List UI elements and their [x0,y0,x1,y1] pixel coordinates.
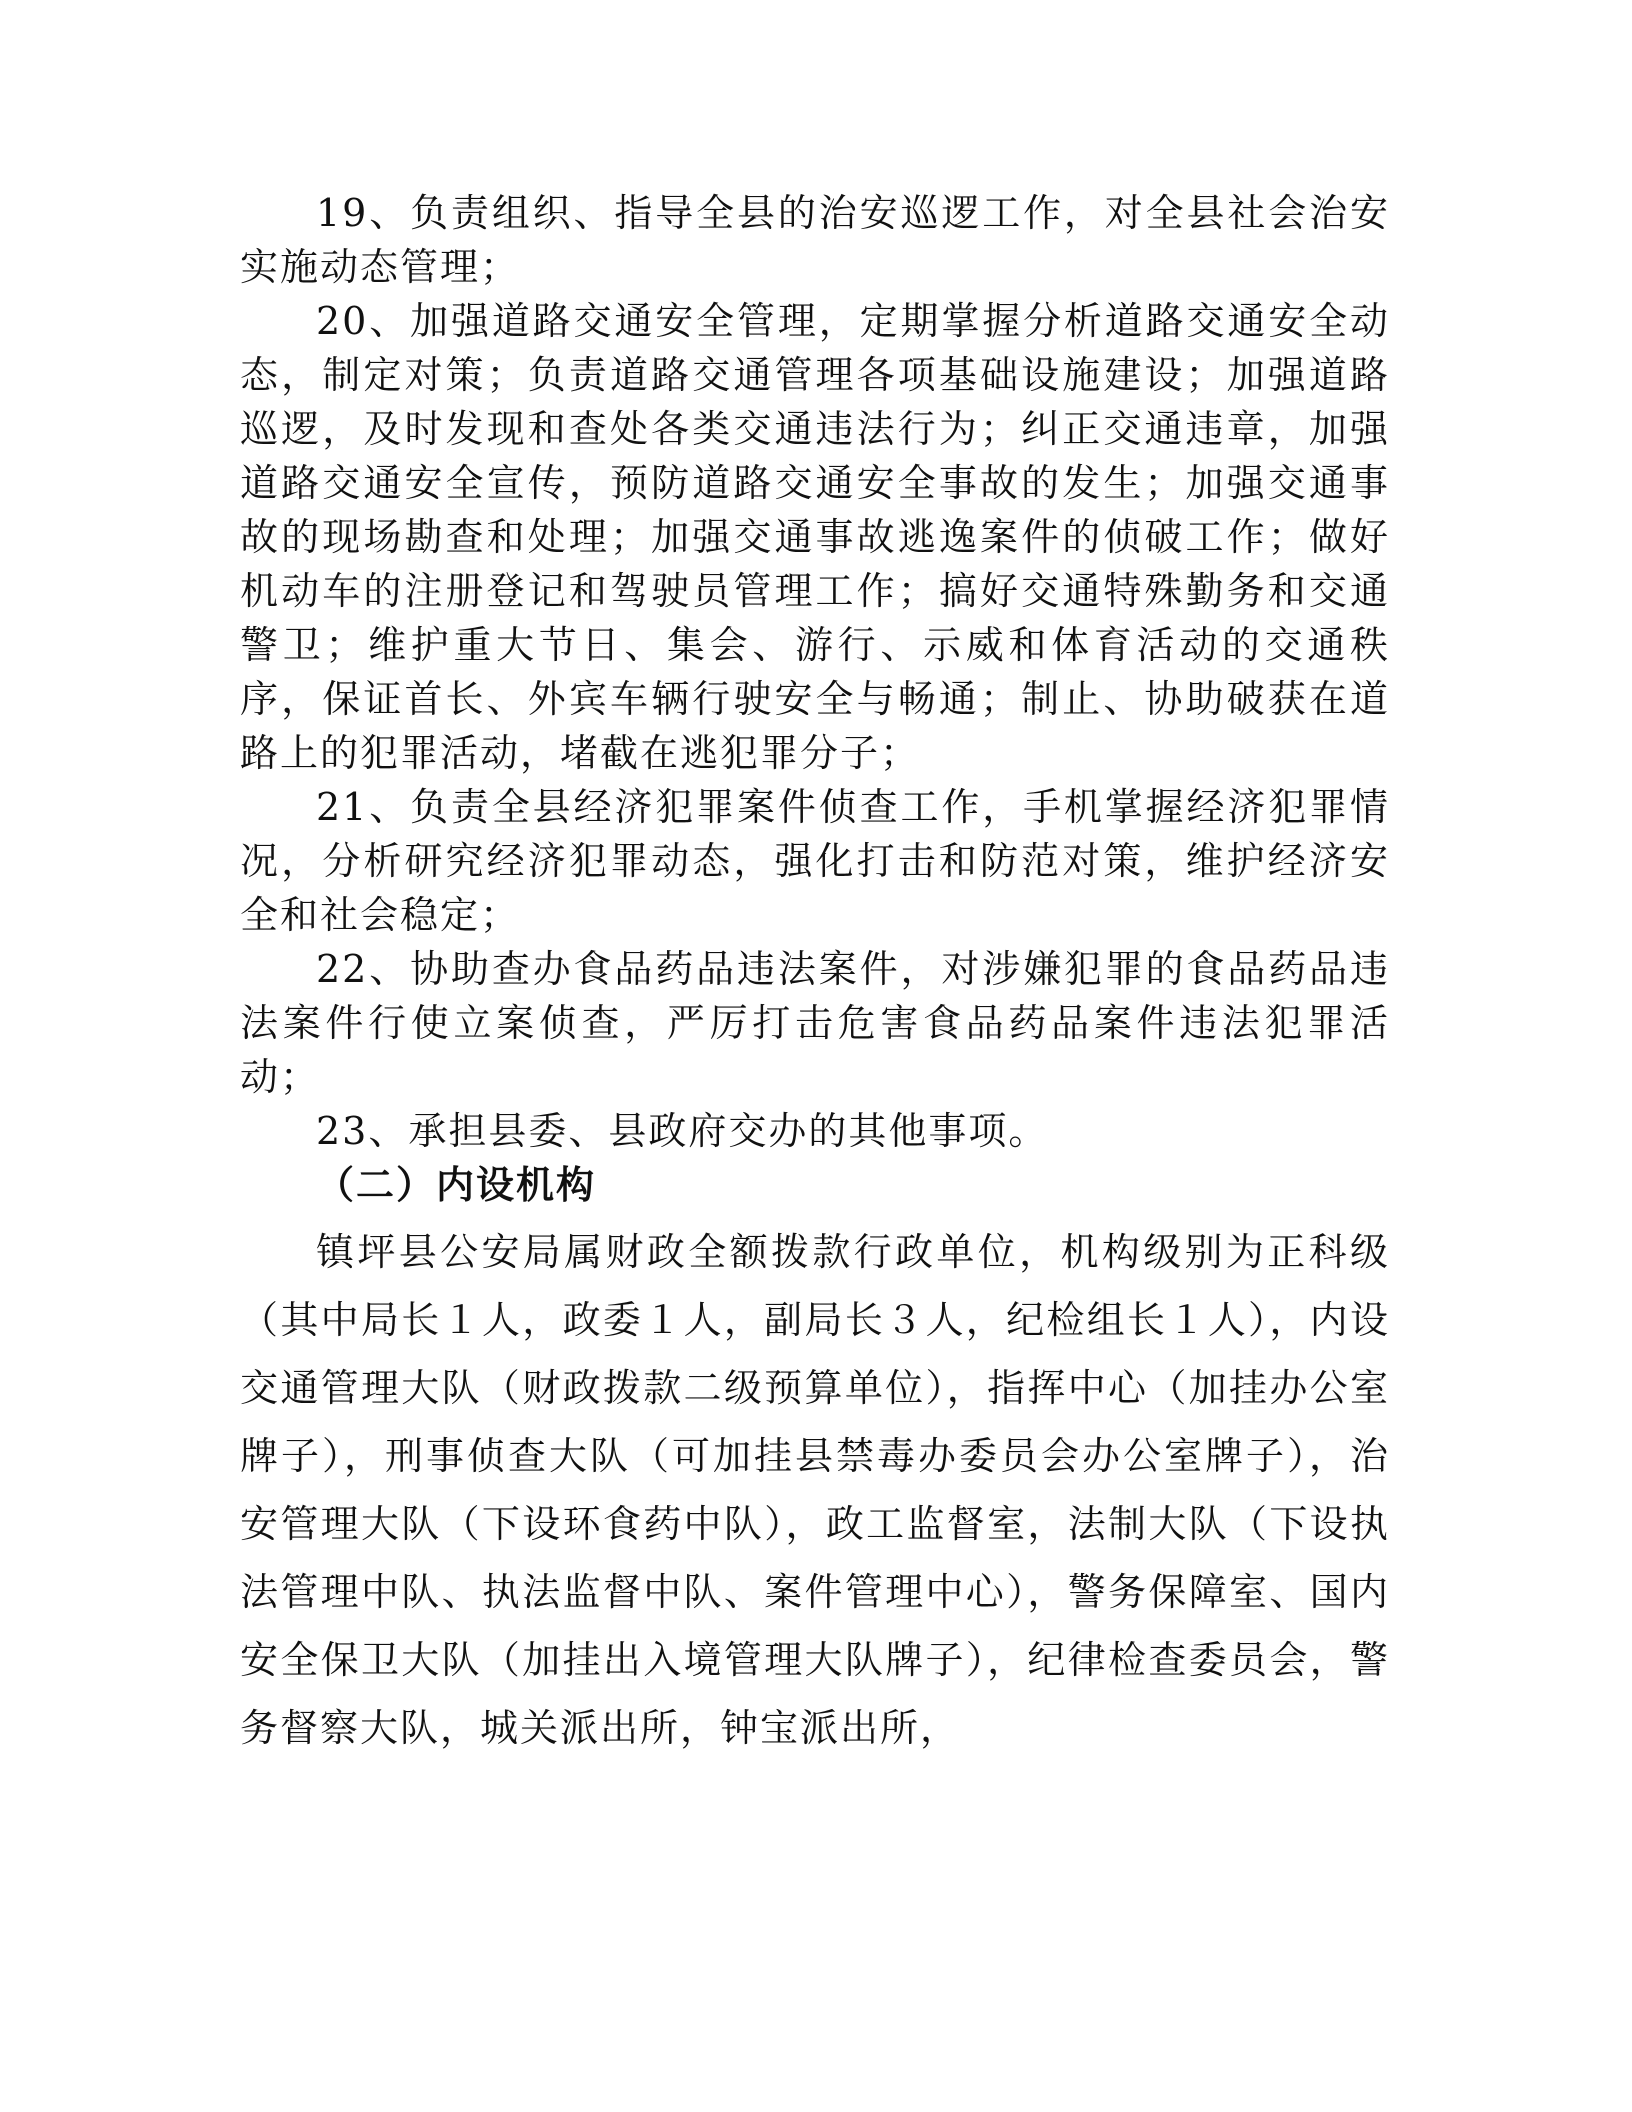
paragraph-item-20: 20、加强道路交通安全管理，定期掌握分析道路交通安全动态，制定对策；负责道路交通管理各项基础设施建设；加强道路巡逻，及时发现和查处各类交通违法行为；纠正交通违章，加强道路交通安全宣传，预防道路交通安全事故的发生；加强交通事故的现场勘查和处理；加强交通事故逃逸案件的侦破工作；做好机动车的注册登记和驾驶员管理工作；搞好交通特殊勤务和交通警卫；维护重大节日、集会、游行、示威和体育活动的交通秩序，保证首长、外宾车辆行驶安全与畅通；制止、协助破获在道路上的犯罪活动，堵截在逃犯罪分子； [240,299,1390,775]
section-paragraph: 镇坪县公安局属财政全额拨款行政单位，机构级别为正科级（其中局长１人，政委１人，副局长３人，纪检组长１人），内设交通管理大队（财政拨款二级预算单位），指挥中心（加挂办公室牌子），刑事侦查大队（可加挂县禁毒办委员会办公室牌子），治安管理大队（下设环食药中队），政工监督室，法制大队（下设执法管理中队、执法监督中队、案件管理中心），警务保障室、国内安全保卫大队（加挂出入境管理大队牌子），纪律检查委员会，警务督察大队，城关派出所，钟宝派出所， [240,1230,1390,1750]
paragraph-item-21: 21、负责全县经济犯罪案件侦查工作，手机掌握经济犯罪情况，分析研究经济犯罪动态，强化打击和防范对策，维护经济安全和社会稳定； [240,785,1390,937]
paragraph-item-19: 19、负责组织、指导全县的治安巡逻工作，对全县社会治安实施动态管理； [240,191,1390,289]
section-heading: （二）内设机构 [316,1162,597,1207]
document-page [240,186,1390,1762]
paragraph-item-23: 23、承担县委、县政府交办的其他事项。 [316,1109,1049,1153]
paragraph-item-22: 22、协助查办食品药品违法案件，对涉嫌犯罪的食品药品违法案件行使立案侦查，严厉打击危害食品药品案件违法犯罪活动； [240,947,1390,1099]
